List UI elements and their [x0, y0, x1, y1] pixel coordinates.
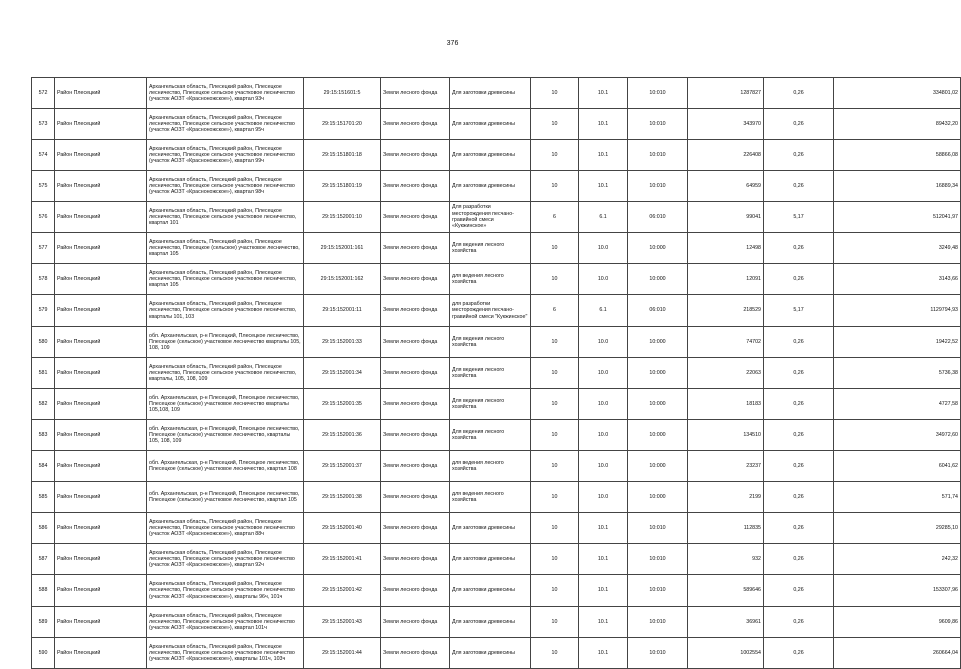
- table-row: [32, 202, 961, 233]
- group-code-cell: 10: [531, 327, 579, 358]
- rate-cell: 0,26: [764, 513, 834, 544]
- row-number: 576: [32, 202, 55, 233]
- cadastral-number-cell: 29:15:151801:18: [304, 140, 381, 171]
- subgroup-code-cell: 10.1: [579, 109, 628, 140]
- cadastral-number-cell: 29:15:152001:38: [304, 482, 381, 513]
- subgroup-code-cell: 10.1: [579, 607, 628, 638]
- group-code-cell: 10: [531, 389, 579, 420]
- land-plot-table: [31, 77, 961, 669]
- subgroup-code-cell: 10.0: [579, 420, 628, 451]
- permitted-use-cell: для ведения лесного хозяйства: [450, 451, 531, 482]
- row-number: 583: [32, 420, 55, 451]
- cadastral-value-cell: 6041,62: [834, 451, 961, 482]
- subgroup-code-cell: 10.1: [579, 575, 628, 607]
- use-code-cell: 10:000: [628, 358, 688, 389]
- row-number: 577: [32, 233, 55, 264]
- group-code-cell: 10: [531, 264, 579, 295]
- land-category-cell: Земли лесного фонда: [381, 638, 450, 669]
- subgroup-code-cell: 10.1: [579, 513, 628, 544]
- rate-cell: 0,26: [764, 420, 834, 451]
- area-cell: 23237: [688, 451, 764, 482]
- table-row: [32, 607, 961, 638]
- land-category-cell: Земли лесного фонда: [381, 482, 450, 513]
- permitted-use-cell: Для заготовки древесины: [450, 78, 531, 109]
- address-cell: Архангельская область, Плесецкий район, Плесецкое лесничество, Плесецкое сельское участковое лесничество (участок АОЗТ «Красноножское»), квартал 88ч: [147, 513, 304, 544]
- table-row: [32, 513, 961, 544]
- permitted-use-cell: для ведения лесного хозяйства: [450, 482, 531, 513]
- address-cell: Архангельская область, Плесецкий район, Плесецкое лесничество, Плесецкое сельское участковое лесничество (участок АОЗТ «Красноножское»), кварталы 96ч, 101ч: [147, 575, 304, 607]
- permitted-use-cell: Для ведения лесного хозяйства: [450, 327, 531, 358]
- area-cell: 2199: [688, 482, 764, 513]
- rate-cell: 5,17: [764, 202, 834, 233]
- land-category-cell: Земли лесного фонда: [381, 78, 450, 109]
- use-code-cell: 10:010: [628, 575, 688, 607]
- use-code-cell: 06:010: [628, 295, 688, 327]
- permitted-use-cell: Для ведения лесного хозяйства: [450, 389, 531, 420]
- area-cell: 12498: [688, 233, 764, 264]
- cadastral-number-cell: 29:15:151701:20: [304, 109, 381, 140]
- cadastral-value-cell: 3143,66: [834, 264, 961, 295]
- cadastral-number-cell: 29:15:152001:37: [304, 451, 381, 482]
- rate-cell: 0,26: [764, 109, 834, 140]
- area-cell: 226408: [688, 140, 764, 171]
- cadastral-value-cell: 242,32: [834, 544, 961, 575]
- table-row: [32, 78, 961, 109]
- permitted-use-cell: для ведения лесного хозяйства: [450, 264, 531, 295]
- row-number: 589: [32, 607, 55, 638]
- use-code-cell: 10:010: [628, 140, 688, 171]
- row-number: 584: [32, 451, 55, 482]
- row-number: 575: [32, 171, 55, 202]
- use-code-cell: 10:000: [628, 482, 688, 513]
- rate-cell: 0,26: [764, 78, 834, 109]
- district-cell: Район Плесецкий: [55, 358, 147, 389]
- table-row: [32, 420, 961, 451]
- cadastral-value-cell: 89432,20: [834, 109, 961, 140]
- row-number: 574: [32, 140, 55, 171]
- cadastral-value-cell: 571,74: [834, 482, 961, 513]
- address-cell: обл. Архангельская, р-н Плесецкий, Плесецкое лесничество, Плесецкое (сельское) участковое лесничество, квартал 105: [147, 482, 304, 513]
- subgroup-code-cell: 10.0: [579, 327, 628, 358]
- land-category-cell: Земли лесного фонда: [381, 575, 450, 607]
- cadastral-number-cell: 29:15:152001:44: [304, 638, 381, 669]
- table-row: [32, 233, 961, 264]
- group-code-cell: 10: [531, 140, 579, 171]
- rate-cell: 0,26: [764, 264, 834, 295]
- subgroup-code-cell: 10.1: [579, 544, 628, 575]
- use-code-cell: 10:000: [628, 327, 688, 358]
- permitted-use-cell: Для разработки месторождения песчано-гравийной смеси «Кукжинское»: [450, 202, 531, 233]
- table-row: [32, 389, 961, 420]
- rate-cell: 0,26: [764, 575, 834, 607]
- rate-cell: 0,26: [764, 140, 834, 171]
- table-row: [32, 171, 961, 202]
- cadastral-value-cell: 16889,34: [834, 171, 961, 202]
- land-category-cell: Земли лесного фонда: [381, 513, 450, 544]
- address-cell: Архангельская область, Плесецкий район, Плесецкое лесничество, Плесецкое сельское участковое лесничество, кварталы, 105, 108, 109: [147, 358, 304, 389]
- use-code-cell: 10:000: [628, 420, 688, 451]
- row-number: 586: [32, 513, 55, 544]
- group-code-cell: 10: [531, 482, 579, 513]
- cadastral-number-cell: 29:15:152001:34: [304, 358, 381, 389]
- cadastral-number-cell: 29:15:151601:5: [304, 78, 381, 109]
- rate-cell: 0,26: [764, 482, 834, 513]
- table-row: [32, 264, 961, 295]
- cadastral-value-cell: 334801,02: [834, 78, 961, 109]
- cadastral-value-cell: 1129794,93: [834, 295, 961, 327]
- address-cell: Архангельская область, Плесецкий район, Плесецкое лесничество, Плесецкое сельское участковое лесничество (участок АОЗТ «Красноножское»), квартал 93ч: [147, 78, 304, 109]
- permitted-use-cell: Для заготовки древесины: [450, 140, 531, 171]
- district-cell: Район Плесецкий: [55, 482, 147, 513]
- group-code-cell: 6: [531, 202, 579, 233]
- subgroup-code-cell: 10.0: [579, 233, 628, 264]
- cadastral-number-cell: 29:15:152001:162: [304, 264, 381, 295]
- area-cell: 74702: [688, 327, 764, 358]
- use-code-cell: 10:010: [628, 513, 688, 544]
- land-category-cell: Земли лесного фонда: [381, 389, 450, 420]
- page-number: 376: [446, 40, 459, 47]
- address-cell: Архангельская область, Плесецкий район, Плесецкое лесничество, Плесецкое сельское участковое лесничество (участок АОЗТ «Красноножское»), квартал 95ч: [147, 109, 304, 140]
- table-row: [32, 575, 961, 607]
- cadastral-value-cell: 58866,08: [834, 140, 961, 171]
- district-cell: Район Плесецкий: [55, 140, 147, 171]
- area-cell: 12091: [688, 264, 764, 295]
- district-cell: Район Плесецкий: [55, 607, 147, 638]
- district-cell: Район Плесецкий: [55, 327, 147, 358]
- area-cell: 1287827: [688, 78, 764, 109]
- cadastral-value-cell: 9609,86: [834, 607, 961, 638]
- address-cell: Архангельская область, Плесецкий район, Плесецкое лесничество, Плесецкое сельское участковое лесничество, квартал 105: [147, 264, 304, 295]
- permitted-use-cell: Для ведения лесного хозяйства: [450, 420, 531, 451]
- district-cell: Район Плесецкий: [55, 264, 147, 295]
- row-number: 590: [32, 638, 55, 669]
- land-category-cell: Земли лесного фонда: [381, 544, 450, 575]
- group-code-cell: 10: [531, 109, 579, 140]
- subgroup-code-cell: 10.0: [579, 358, 628, 389]
- area-cell: 343970: [688, 109, 764, 140]
- cadastral-number-cell: 29:15:152001:10: [304, 202, 381, 233]
- use-code-cell: 10:010: [628, 78, 688, 109]
- address-cell: Архангельская область, Плесецкий район, Плесецкое лесничество, Плесецкое сельское участковое лесничество (участок АОЗТ «Красноножское»), квартал 99ч: [147, 140, 304, 171]
- group-code-cell: 10: [531, 233, 579, 264]
- area-cell: 36961: [688, 607, 764, 638]
- group-code-cell: 10: [531, 513, 579, 544]
- rate-cell: 0,26: [764, 358, 834, 389]
- group-code-cell: 10: [531, 607, 579, 638]
- area-cell: 1002554: [688, 638, 764, 669]
- subgroup-code-cell: 10.0: [579, 482, 628, 513]
- land-category-cell: Земли лесного фонда: [381, 140, 450, 171]
- district-cell: Район Плесецкий: [55, 575, 147, 607]
- use-code-cell: 10:010: [628, 607, 688, 638]
- permitted-use-cell: Для заготовки древесины: [450, 109, 531, 140]
- land-category-cell: Земли лесного фонда: [381, 451, 450, 482]
- table-row: [32, 358, 961, 389]
- rate-cell: 0,26: [764, 451, 834, 482]
- area-cell: 218529: [688, 295, 764, 327]
- rate-cell: 0,26: [764, 544, 834, 575]
- address-cell: Архангельская область, Плесецкий район, Плесецкое лесничество, Плесецкое (сельское) участковое лесничество, квартал 105: [147, 233, 304, 264]
- land-category-cell: Земли лесного фонда: [381, 607, 450, 638]
- rate-cell: 0,26: [764, 389, 834, 420]
- subgroup-code-cell: 10.1: [579, 78, 628, 109]
- cadastral-value-cell: 260664,04: [834, 638, 961, 669]
- cadastral-value-cell: 19422,52: [834, 327, 961, 358]
- area-cell: 134510: [688, 420, 764, 451]
- land-category-cell: Земли лесного фонда: [381, 264, 450, 295]
- group-code-cell: 10: [531, 420, 579, 451]
- group-code-cell: 10: [531, 638, 579, 669]
- use-code-cell: 10:010: [628, 109, 688, 140]
- row-number: 580: [32, 327, 55, 358]
- land-category-cell: Земли лесного фонда: [381, 327, 450, 358]
- table-row: [32, 327, 961, 358]
- cadastral-number-cell: 29:15:152001:33: [304, 327, 381, 358]
- permitted-use-cell: Для ведения лесного хозяйства: [450, 233, 531, 264]
- district-cell: Район Плесецкий: [55, 78, 147, 109]
- area-cell: 64959: [688, 171, 764, 202]
- cadastral-number-cell: 29:15:152001:43: [304, 607, 381, 638]
- group-code-cell: 10: [531, 78, 579, 109]
- use-code-cell: 10:010: [628, 171, 688, 202]
- cadastral-number-cell: 29:15:152001:35: [304, 389, 381, 420]
- table-body: [32, 78, 961, 669]
- district-cell: Район Плесецкий: [55, 389, 147, 420]
- row-number: 578: [32, 264, 55, 295]
- subgroup-code-cell: 6.1: [579, 295, 628, 327]
- permitted-use-cell: Для заготовки древесины: [450, 607, 531, 638]
- group-code-cell: 10: [531, 358, 579, 389]
- address-cell: обл. Архангельская, р-н Плесецкий, Плесецкое лесничество, Плесецкое (сельское) участковое лесничество, квартал 108: [147, 451, 304, 482]
- table-row: [32, 638, 961, 669]
- row-number: 585: [32, 482, 55, 513]
- table-row: [32, 295, 961, 327]
- land-category-cell: Земли лесного фонда: [381, 358, 450, 389]
- row-number: 579: [32, 295, 55, 327]
- table-row: [32, 451, 961, 482]
- group-code-cell: 10: [531, 451, 579, 482]
- cadastral-value-cell: 4727,58: [834, 389, 961, 420]
- address-cell: обл. Архангельская, р-н Плесецкий, Плесецкое лесничество, Плесецкое (сельское) участковое лесничество, кварталы 105, 108, 109: [147, 420, 304, 451]
- address-cell: обл. Архангельская, р-н Плесецкий, Плесецкое лесничество, Плесецкое (сельское) участковое лесничество кварталы 105, 108, 109: [147, 327, 304, 358]
- address-cell: Архангельская область, Плесецкий район, Плесецкое лесничество, Плесецкое сельское участковое лесничество (участок АОЗТ «Красноножское»), кварталы 101ч, 103ч: [147, 638, 304, 669]
- rate-cell: 0,26: [764, 607, 834, 638]
- subgroup-code-cell: 10.1: [579, 638, 628, 669]
- row-number: 572: [32, 78, 55, 109]
- use-code-cell: 06:010: [628, 202, 688, 233]
- address-cell: обл. Архангельская, р-н Плесецкий, Плесецкое лесничество, Плесецкое (сельское) участковое лесничество кварталы 105,108, 109: [147, 389, 304, 420]
- permitted-use-cell: Для заготовки древесины: [450, 513, 531, 544]
- permitted-use-cell: Для заготовки древесины: [450, 171, 531, 202]
- cadastral-number-cell: 29:15:152001:161: [304, 233, 381, 264]
- row-number: 588: [32, 575, 55, 607]
- cadastral-value-cell: 3249,48: [834, 233, 961, 264]
- land-category-cell: Земли лесного фонда: [381, 233, 450, 264]
- land-category-cell: Земли лесного фонда: [381, 171, 450, 202]
- area-cell: 932: [688, 544, 764, 575]
- table-row: [32, 109, 961, 140]
- row-number: 581: [32, 358, 55, 389]
- row-number: 582: [32, 389, 55, 420]
- district-cell: Район Плесецкий: [55, 544, 147, 575]
- use-code-cell: 10:010: [628, 638, 688, 669]
- table-row: [32, 544, 961, 575]
- address-cell: Архангельская область, Плесецкий район, Плесецкое лесничество, Плесецкое сельское участковое лесничество (участок АОЗТ «Красноножское»), квартал 101ч: [147, 607, 304, 638]
- cadastral-value-cell: 34972,60: [834, 420, 961, 451]
- row-number: 587: [32, 544, 55, 575]
- land-category-cell: Земли лесного фонда: [381, 109, 450, 140]
- district-cell: Район Плесецкий: [55, 109, 147, 140]
- district-cell: Район Плесецкий: [55, 171, 147, 202]
- table-row: [32, 482, 961, 513]
- subgroup-code-cell: 10.0: [579, 451, 628, 482]
- subgroup-code-cell: 10.1: [579, 171, 628, 202]
- row-number: 573: [32, 109, 55, 140]
- district-cell: Район Плесецкий: [55, 638, 147, 669]
- cadastral-value-cell: 512041,97: [834, 202, 961, 233]
- rate-cell: 5,17: [764, 295, 834, 327]
- permitted-use-cell: Для заготовки древесины: [450, 638, 531, 669]
- group-code-cell: 10: [531, 544, 579, 575]
- cadastral-number-cell: 29:15:152001:42: [304, 575, 381, 607]
- use-code-cell: 10:000: [628, 264, 688, 295]
- district-cell: Район Плесецкий: [55, 295, 147, 327]
- area-cell: 18183: [688, 389, 764, 420]
- district-cell: Район Плесецкий: [55, 513, 147, 544]
- cadastral-number-cell: 29:15:152001:40: [304, 513, 381, 544]
- use-code-cell: 10:000: [628, 233, 688, 264]
- address-cell: Архангельская область, Плесецкий район, Плесецкое лесничество, Плесецкое сельское участковое лесничество, квартал 101: [147, 202, 304, 233]
- district-cell: Район Плесецкий: [55, 420, 147, 451]
- address-cell: Архангельская область, Плесецкий район, Плесецкое лесничество, Плесецкое сельское участковое лесничество (участок АОЗТ «Красноножское»), квартал 98ч: [147, 171, 304, 202]
- permitted-use-cell: для разработки месторождения песчано-гравийной смеси "Кукжинское": [450, 295, 531, 327]
- table-row: [32, 140, 961, 171]
- use-code-cell: 10:000: [628, 451, 688, 482]
- rate-cell: 0,26: [764, 233, 834, 264]
- district-cell: Район Плесецкий: [55, 202, 147, 233]
- group-code-cell: 10: [531, 575, 579, 607]
- cadastral-value-cell: 29285,10: [834, 513, 961, 544]
- permitted-use-cell: Для ведения лесного хозяйства: [450, 358, 531, 389]
- district-cell: Район Плесецкий: [55, 451, 147, 482]
- cadastral-value-cell: 153307,96: [834, 575, 961, 607]
- area-cell: 589646: [688, 575, 764, 607]
- area-cell: 22063: [688, 358, 764, 389]
- permitted-use-cell: Для заготовки древесины: [450, 575, 531, 607]
- group-code-cell: 6: [531, 295, 579, 327]
- rate-cell: 0,26: [764, 327, 834, 358]
- cadastral-number-cell: 29:15:152001:36: [304, 420, 381, 451]
- rate-cell: 0,26: [764, 171, 834, 202]
- cadastral-value-cell: 5736,38: [834, 358, 961, 389]
- permitted-use-cell: Для заготовки древесины: [450, 544, 531, 575]
- land-category-cell: Земли лесного фонда: [381, 420, 450, 451]
- cadastral-number-cell: 29:15:152001:11: [304, 295, 381, 327]
- district-cell: Район Плесецкий: [55, 233, 147, 264]
- use-code-cell: 10:010: [628, 544, 688, 575]
- address-cell: Архангельская область, Плесецкий район, Плесецкое лесничество, Плесецкое сельское участковое лесничество (участок АОЗТ «Красноножское»), квартал 92ч: [147, 544, 304, 575]
- land-category-cell: Земли лесного фонда: [381, 202, 450, 233]
- use-code-cell: 10:000: [628, 389, 688, 420]
- cadastral-number-cell: 29:15:151801:19: [304, 171, 381, 202]
- address-cell: Архангельская область, Плесецкий район, Плесецкое лесничество, Плесецкое сельское участковое лесничество, кварталы 101, 103: [147, 295, 304, 327]
- cadastral-number-cell: 29:15:152001:41: [304, 544, 381, 575]
- subgroup-code-cell: 6.1: [579, 202, 628, 233]
- land-category-cell: Земли лесного фонда: [381, 295, 450, 327]
- subgroup-code-cell: 10.0: [579, 389, 628, 420]
- subgroup-code-cell: 10.0: [579, 264, 628, 295]
- area-cell: 99041: [688, 202, 764, 233]
- rate-cell: 0,26: [764, 638, 834, 669]
- subgroup-code-cell: 10.1: [579, 140, 628, 171]
- area-cell: 112835: [688, 513, 764, 544]
- group-code-cell: 10: [531, 171, 579, 202]
